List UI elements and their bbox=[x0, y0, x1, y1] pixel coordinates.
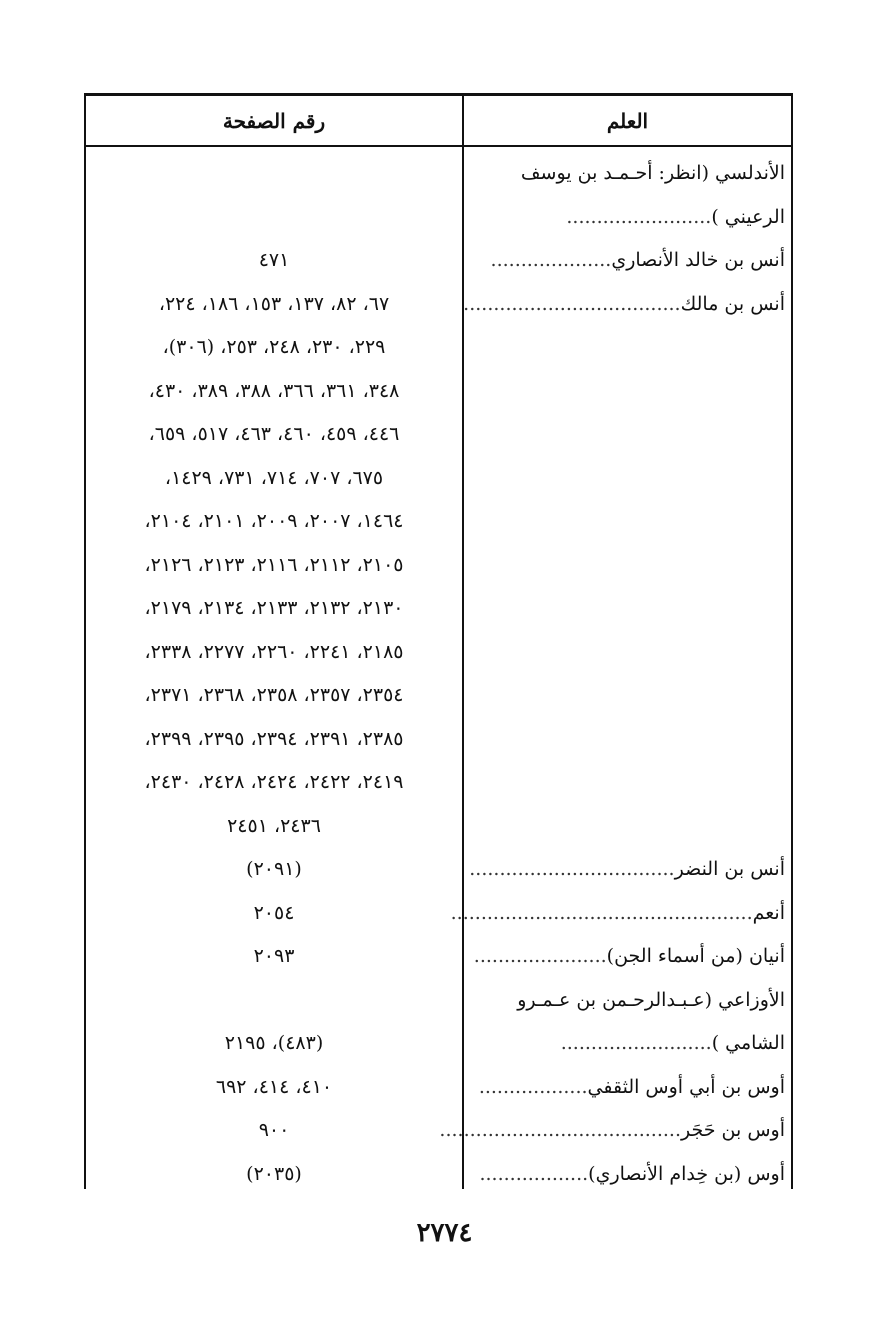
cell-gap bbox=[462, 283, 464, 327]
entry-pages: ٤٧١ bbox=[258, 249, 290, 271]
entry-pages: ٢٣٥٤، ٢٣٥٧، ٢٣٥٨، ٢٣٦٨، ٢٣٧١، bbox=[144, 684, 404, 706]
leader-dots: ...................... bbox=[473, 945, 607, 967]
leader-dots: ........................ bbox=[566, 205, 712, 228]
table-row bbox=[86, 370, 791, 414]
table-row bbox=[86, 892, 791, 936]
entry-pages: ٢٠٥٤ bbox=[253, 901, 295, 924]
cell-gap bbox=[462, 935, 464, 979]
cell-gap bbox=[462, 805, 464, 849]
cell-gap bbox=[462, 1066, 464, 1110]
entry-name bbox=[464, 1022, 791, 1066]
entry-name bbox=[464, 326, 791, 370]
table-row bbox=[86, 979, 791, 1023]
cell-gap bbox=[462, 239, 464, 283]
table-row bbox=[86, 413, 791, 457]
table-row bbox=[86, 457, 791, 501]
entry-name bbox=[464, 631, 791, 675]
entry-pages bbox=[86, 196, 462, 240]
entry-name bbox=[464, 152, 791, 196]
table-row bbox=[86, 196, 791, 240]
entry-name bbox=[464, 457, 791, 501]
entry-name-text: الشامي ) bbox=[711, 1032, 785, 1054]
table-row bbox=[86, 239, 791, 283]
table-row bbox=[86, 1109, 791, 1153]
entry-pages: ٢١٨٥، ٢٢٤١، ٢٢٦٠، ٢٢٧٧، ٢٣٣٨، bbox=[144, 640, 404, 663]
table-row bbox=[86, 674, 791, 718]
entry-name bbox=[464, 848, 791, 892]
cell-gap bbox=[462, 370, 464, 414]
table-row bbox=[86, 587, 791, 631]
entry-name bbox=[464, 674, 791, 718]
cell-gap bbox=[462, 979, 464, 1023]
entry-pages: (٢٠٣٥) bbox=[246, 1162, 302, 1185]
table-row bbox=[86, 848, 791, 892]
cell-gap bbox=[462, 326, 464, 370]
entry-pages: ٣٤٨، ٣٦١، ٣٦٦، ٣٨٨، ٣٨٩، ٤٣٠، bbox=[148, 379, 400, 402]
entry-name bbox=[464, 761, 791, 805]
table-row bbox=[86, 500, 791, 544]
table-row bbox=[86, 1066, 791, 1110]
entry-pages bbox=[86, 152, 462, 196]
entry-name-text: أنيان (من أسماء الجن) bbox=[606, 945, 785, 967]
cell-gap bbox=[462, 761, 464, 805]
table-row bbox=[86, 761, 791, 805]
table-row bbox=[86, 1153, 791, 1197]
entry-name-text: الرعيني ) bbox=[711, 205, 785, 228]
entry-pages: ٤١٠، ٤١٤، ٦٩٢ bbox=[215, 1075, 333, 1098]
leader-dots: .................... bbox=[490, 249, 612, 271]
leader-dots: .................................................. bbox=[450, 901, 753, 924]
page-number: ٢٧٧٤ bbox=[416, 1218, 473, 1248]
entry-name-text: أنس بن خالد الأنصاري bbox=[611, 249, 785, 271]
cell-gap bbox=[462, 631, 464, 675]
entry-name bbox=[464, 587, 791, 631]
entry-pages: ٦٧٥، ٧٠٧، ٧١٤، ٧٣١، ١٤٢٩، bbox=[164, 466, 384, 489]
table-header-divider bbox=[84, 145, 793, 147]
entry-pages: ٩٠٠ bbox=[258, 1119, 290, 1141]
table-row bbox=[86, 631, 791, 675]
leader-dots: ......................... bbox=[560, 1032, 712, 1054]
cell-gap bbox=[462, 152, 464, 196]
entry-name bbox=[464, 718, 791, 762]
entry-name bbox=[439, 1109, 791, 1153]
cell-gap bbox=[462, 892, 464, 936]
entry-pages: ٢٢٩، ٢٣٠، ٢٤٨، ٢٥٣، (٣٠٦)، bbox=[162, 336, 386, 358]
entry-pages: ٢٤١٩، ٢٤٢٢، ٢٤٢٤، ٢٤٢٨، ٢٤٣٠، bbox=[144, 771, 404, 793]
entry-name-text: أنعم bbox=[752, 901, 785, 924]
entry-name-text: أوس بن حَجَر bbox=[681, 1119, 785, 1141]
cell-gap bbox=[462, 457, 464, 501]
entry-pages: ٤٤٦، ٤٥٩، ٤٦٠، ٤٦٣، ٥١٧، ٦٥٩، bbox=[148, 423, 400, 445]
entry-name-text: أوس (بن خِدام الأنصاري) bbox=[588, 1162, 785, 1185]
table-right-border bbox=[791, 93, 793, 1189]
entry-name bbox=[464, 1153, 791, 1197]
cell-gap bbox=[462, 500, 464, 544]
table-row bbox=[86, 1022, 791, 1066]
leader-dots: .................. bbox=[478, 1075, 588, 1098]
entry-name bbox=[464, 935, 791, 979]
entry-pages bbox=[86, 979, 462, 1023]
entry-pages: ٢١٠٥، ٢١١٢، ٢١١٦، ٢١٢٣، ٢١٢٦، bbox=[144, 553, 404, 576]
entry-name bbox=[464, 805, 791, 849]
entry-name-text: أنس بن النضر bbox=[674, 858, 785, 880]
entry-name bbox=[464, 239, 791, 283]
cell-gap bbox=[462, 674, 464, 718]
column-header-pages: رقم الصفحة bbox=[222, 109, 326, 133]
cell-gap bbox=[462, 1153, 464, 1197]
entry-name-text: أوس بن أبي أوس الثقفي bbox=[587, 1075, 785, 1098]
index-table-body bbox=[86, 152, 791, 1196]
table-row bbox=[86, 326, 791, 370]
cell-gap bbox=[462, 1109, 464, 1153]
table-row bbox=[86, 283, 791, 327]
entry-name bbox=[464, 979, 791, 1023]
cell-gap bbox=[462, 848, 464, 892]
entry-pages: ٢٣٨٥، ٢٣٩١، ٢٣٩٤، ٢٣٩٥، ٢٣٩٩، bbox=[144, 727, 404, 750]
cell-gap bbox=[462, 413, 464, 457]
cell-gap bbox=[462, 1022, 464, 1066]
leader-dots: .................................... bbox=[463, 292, 681, 315]
cell-gap bbox=[462, 587, 464, 631]
cell-gap bbox=[462, 718, 464, 762]
column-header-name: العلم bbox=[606, 109, 649, 133]
table-row bbox=[86, 935, 791, 979]
entry-name-text: أنس بن مالك bbox=[680, 292, 785, 315]
table-row bbox=[86, 805, 791, 849]
table-row bbox=[86, 152, 791, 196]
entry-name-text: الأندلسي (انظر: أحـمـد بن يوسف bbox=[520, 162, 785, 184]
cell-gap bbox=[462, 544, 464, 588]
table-top-border bbox=[84, 93, 793, 96]
entry-pages: ٦٧، ٨٢، ١٣٧، ١٥٣، ١٨٦، ٢٢٤، bbox=[158, 292, 390, 315]
table-row bbox=[86, 718, 791, 762]
entry-name bbox=[464, 544, 791, 588]
entry-pages: ٢١٣٠، ٢١٣٢، ٢١٣٣، ٢١٣٤، ٢١٧٩، bbox=[144, 597, 404, 619]
entry-pages: ٢٤٣٦، ٢٤٥١ bbox=[227, 814, 321, 837]
entry-name bbox=[464, 370, 791, 414]
entry-pages: (٢٠٩١) bbox=[246, 858, 302, 880]
leader-dots: .................. bbox=[479, 1162, 589, 1185]
cell-gap bbox=[462, 196, 464, 240]
entry-name bbox=[464, 413, 791, 457]
entry-name-text: الأوزاعي (عـبـدالرحـمن بن عـمـرو bbox=[517, 988, 785, 1011]
leader-dots: .................................. bbox=[469, 858, 675, 880]
entry-name bbox=[450, 892, 791, 936]
entry-name bbox=[464, 1066, 791, 1110]
entry-pages: ٢٠٩٣ bbox=[253, 945, 295, 967]
leader-dots: ........................................ bbox=[439, 1119, 682, 1141]
table-row bbox=[86, 544, 791, 588]
entry-pages: ١٤٦٤، ٢٠٠٧، ٢٠٠٩، ٢١٠١، ٢١٠٤، bbox=[144, 510, 404, 532]
entry-name bbox=[464, 196, 791, 240]
entry-name bbox=[464, 500, 791, 544]
entry-pages: (٤٨٣)، ٢١٩٥ bbox=[224, 1032, 324, 1054]
entry-name bbox=[464, 283, 791, 327]
